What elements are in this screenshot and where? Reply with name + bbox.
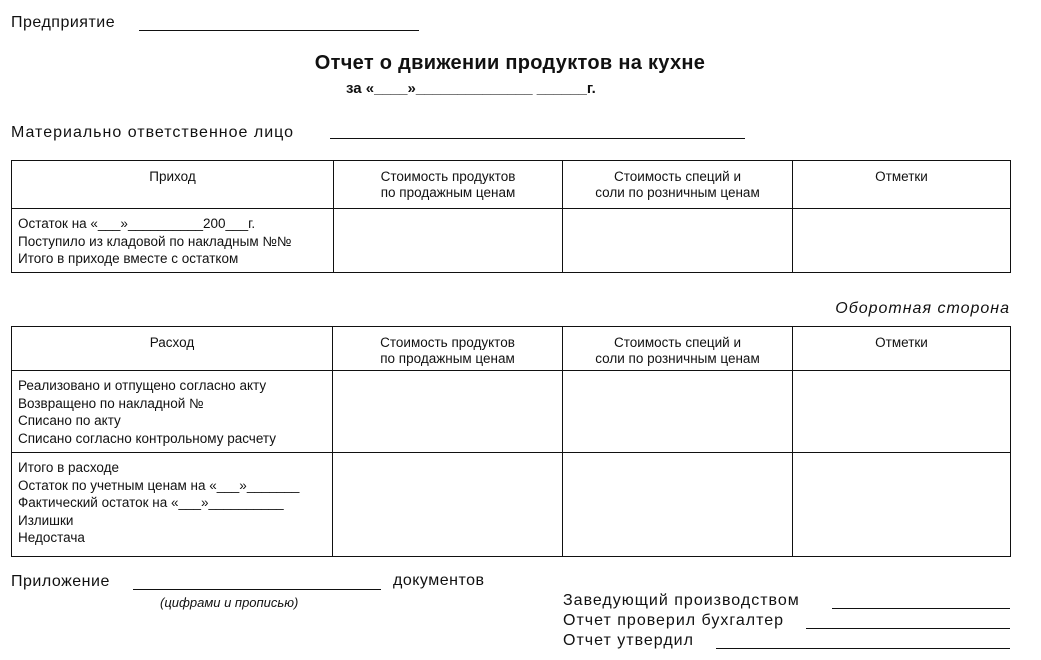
income-row-total: Итого в приходе вместе с остатком: [18, 251, 239, 266]
signature-accountant-label: Отчет проверил бухгалтер: [563, 612, 785, 629]
enterprise-field[interactable]: [139, 30, 419, 31]
expense-notes-cell-1[interactable]: [793, 371, 1011, 453]
income-header-row: [12, 161, 1011, 209]
signature-production-head-field[interactable]: [832, 608, 1010, 609]
expense-row-actual-balance: Фактический остаток на «___»__________: [18, 495, 284, 510]
products-cost-line: Стоимость продуктов по продажным ценам: [380, 169, 516, 200]
income-col-products-cost: [334, 161, 563, 209]
expense-spices-cell-2[interactable]: [563, 453, 793, 557]
documents-label: документов: [393, 572, 485, 589]
responsible-person-label: Материально ответственное лицо: [11, 124, 295, 141]
page-title: Отчет о движении продуктов на кухне: [314, 52, 706, 74]
attachment-label: Приложение: [11, 573, 110, 590]
expense-header-row: [12, 327, 1011, 371]
reverse-side-label: Оборотная сторона: [835, 300, 1010, 317]
expense-row-written-off-act: Списано по акту: [18, 413, 121, 428]
spices-cost-line: Стоимость специй и соли по розничным ценам: [595, 335, 760, 366]
signature-approver-field[interactable]: [716, 648, 1010, 649]
enterprise-label: Предприятие: [11, 14, 116, 31]
signature-accountant-field[interactable]: [806, 628, 1010, 629]
report-period: за «____»______________ ______г.: [346, 80, 596, 97]
attachment-note: (цифрами и прописью): [160, 595, 299, 610]
expense-row-written-off-control: Списано согласно контрольному расчету: [18, 430, 276, 446]
expense-table: [11, 326, 1011, 557]
income-spices-cell[interactable]: [563, 209, 793, 273]
expense-col-header: Расход: [12, 327, 333, 371]
expense-row-sold: Реализовано и отпущено согласно акту: [18, 378, 267, 393]
expense-col-spices-cost: [563, 327, 793, 371]
income-col-spices-cost: [563, 161, 793, 209]
income-row-received: Поступило из кладовой по накладным №№: [18, 233, 292, 249]
expense-products-cell-1[interactable]: [333, 371, 563, 453]
expense-group2-labels: [12, 453, 333, 557]
income-col-header: Приход: [12, 161, 334, 209]
responsible-person-field[interactable]: [330, 138, 745, 139]
income-col-notes: Отметки: [793, 161, 1011, 209]
income-row-labels: [12, 209, 334, 273]
expense-notes-cell-2[interactable]: [793, 453, 1011, 557]
expense-data-row-1: [12, 371, 1011, 453]
income-data-row: [12, 209, 1011, 273]
expense-row-book-balance: Остаток по учетным ценам на «___»_______: [18, 477, 300, 493]
expense-products-cell-2[interactable]: [333, 453, 563, 557]
income-notes-cell[interactable]: [793, 209, 1011, 273]
signature-approver-label: Отчет утвердил: [563, 632, 694, 649]
signature-production-head-label: Заведующий производством: [563, 592, 800, 609]
expense-row-surplus: Излишки: [18, 512, 74, 528]
expense-row-total: Итого в расходе: [18, 460, 120, 475]
products-cost-line: Стоимость продуктов по продажным ценам: [380, 335, 515, 366]
expense-spices-cell-1[interactable]: [563, 371, 793, 453]
income-row-balance: Остаток на «___»__________200___г.: [18, 216, 256, 231]
expense-col-products-cost: [333, 327, 563, 371]
expense-group1-labels: [12, 371, 333, 453]
income-products-cell[interactable]: [334, 209, 563, 273]
expense-row-returned: Возвращено по накладной №: [18, 395, 204, 411]
income-table: [11, 160, 1011, 273]
expense-data-row-2: [12, 453, 1011, 557]
expense-col-notes: Отметки: [793, 327, 1011, 371]
expense-row-shortage: Недостача: [18, 530, 85, 545]
spices-cost-line: Стоимость специй и соли по розничным ценам: [595, 169, 760, 200]
attachment-count-field[interactable]: [133, 589, 381, 590]
